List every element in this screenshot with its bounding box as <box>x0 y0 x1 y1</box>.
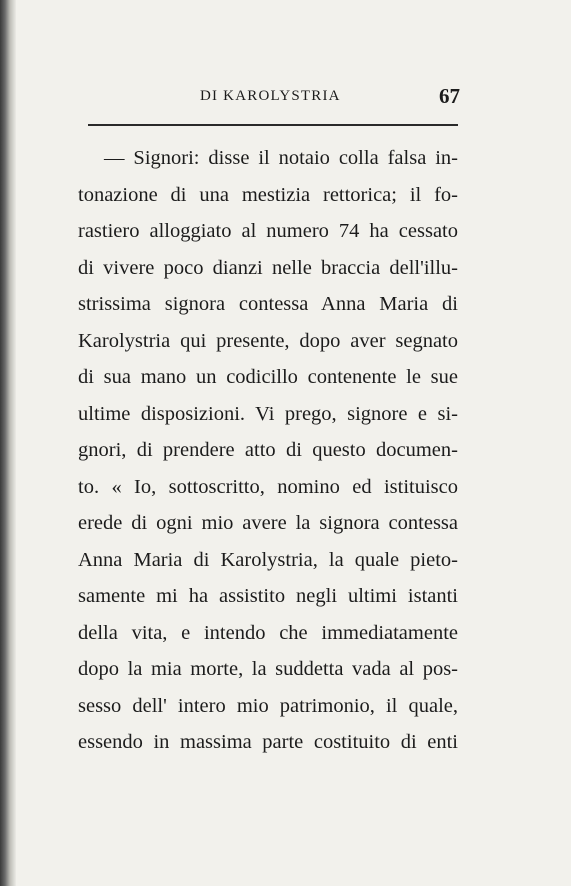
book-gutter-shadow <box>0 0 16 886</box>
text-line: di sua mano un codicillo contenente le sue <box>78 366 458 388</box>
text-line: — Signori: disse il notaio colla falsa in- <box>104 147 458 169</box>
text-line: essendo in massima parte costituito di enti <box>78 731 458 753</box>
text-line: dopo la mia morte, la suddetta vada al pos- <box>78 658 458 680</box>
page-number: 67 <box>439 84 460 108</box>
text-line: strissima signora contessa Anna Maria di <box>78 293 458 315</box>
running-title: DI KAROLYSTRIA <box>200 88 341 104</box>
text-line: rastiero alloggiato al numero 74 ha cessato <box>78 220 458 242</box>
text-line: della vita, e intendo che immediatamente <box>78 621 458 644</box>
body-text <box>78 140 458 761</box>
text-line: erede di ogni mio avere la signora contessa <box>78 512 458 534</box>
text-line: samente mi ha assistito negli ultimi istanti <box>78 585 458 607</box>
text-line: sesso dell' intero mio patrimonio, il quale, <box>78 694 458 717</box>
header-rule <box>88 124 458 126</box>
text-line: Karolystria qui presente, dopo aver segnato <box>78 329 458 352</box>
running-head <box>200 86 460 110</box>
text-line: to. « Io, sottoscritto, nomino ed istituisco <box>78 475 458 498</box>
text-line: di vivere poco dianzi nelle braccia dell'illu- <box>78 256 458 279</box>
text-line: Anna Maria di Karolystria, la quale pieto- <box>78 548 458 571</box>
text-line: tonazione di una mestizia rettorica; il fo- <box>78 183 458 206</box>
text-line: gnori, di prendere atto di questo documen- <box>78 439 458 461</box>
text-line: ultime disposizioni. Vi prego, signore e si- <box>78 402 458 425</box>
